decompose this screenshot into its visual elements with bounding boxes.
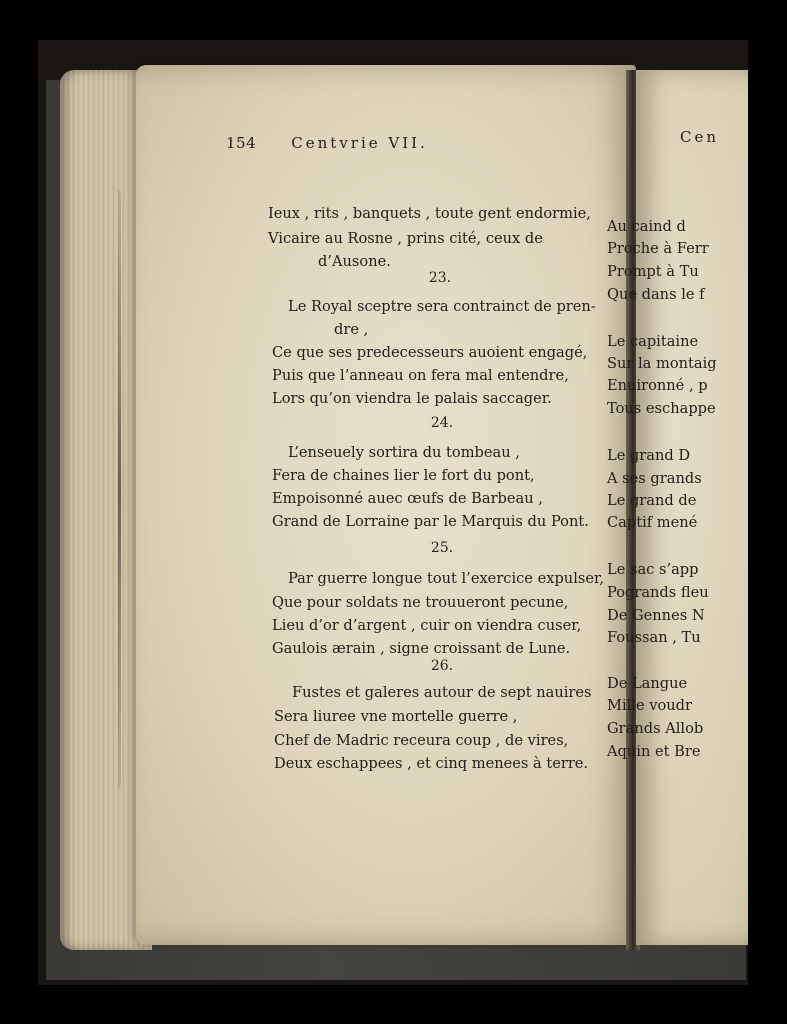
- right-verse-line: Tous eschappe: [607, 400, 716, 417]
- quatrain-number: 25.: [430, 540, 454, 556]
- right-verse-line: Le grand de: [607, 492, 697, 509]
- verse-line: Gaulois ærain , signe croissant de Lune.: [272, 640, 571, 657]
- right-verse-line: Proche à Ferr: [607, 240, 709, 257]
- right-verse-line: Aquin et Bre: [607, 743, 701, 760]
- right-verse-line: Pogrands fleu: [607, 584, 709, 601]
- quatrain-number: 24.: [430, 415, 454, 431]
- verse-line: Deux eschappees , et cinq menees à terre.: [274, 755, 589, 772]
- verse-line: Empoisonné auec œufs de Barbeau ,: [272, 490, 543, 507]
- verse-line: Vicaire au Rosne , prins cité, ceux de: [268, 230, 543, 247]
- verse-line: Le Royal sceptre sera contrainct de pren-: [288, 298, 596, 315]
- right-verse-line: Mille voudr: [607, 697, 692, 714]
- verse-line: Fustes et galeres autour de sept nauires: [292, 684, 592, 701]
- right-verse-line: Le sac s’app: [607, 561, 699, 578]
- verse-line: Grand de Lorraine par le Marquis du Pont.: [272, 513, 589, 530]
- page-number: 154: [226, 134, 257, 152]
- right-verse-line: Grands Allob: [607, 720, 704, 737]
- right-verse-line: Captif mené: [607, 514, 698, 531]
- quatrain-number: 23.: [428, 270, 452, 286]
- right-verse-line: A ses grands: [607, 470, 702, 487]
- right-verse-line: Sur la montaig: [607, 355, 717, 372]
- right-verse-line: Que dans le f: [607, 286, 705, 303]
- verse-line: Ieux , rits , banquets , toute gent endormie,: [268, 205, 591, 222]
- verse-line: dre ,: [334, 321, 369, 338]
- running-title: Centvrie VII.: [291, 134, 428, 152]
- right-verse-line: Le capitaine: [607, 333, 699, 350]
- verse-line: Par guerre longue tout l’exercice expulser,: [288, 570, 604, 587]
- right-running-title: Cen: [680, 128, 720, 146]
- right-verse-line: Prompt à Tu: [607, 263, 699, 280]
- verse-line: L’enseuely sortira du tombeau ,: [288, 444, 520, 461]
- verse-line: Chef de Madric receura coup , de vires,: [274, 732, 569, 749]
- right-verse-line: Au caind d: [607, 218, 686, 235]
- verse-line: d’Ausone.: [318, 253, 391, 270]
- right-verse-line: Le grand D: [607, 447, 691, 464]
- right-verse-line: Enuironné , p: [607, 377, 708, 394]
- verse-line: Sera liuree vne mortelle guerre ,: [274, 708, 518, 725]
- verse-line: Que pour soldats ne trouueront pecune,: [272, 594, 569, 611]
- right-verse-line: De Langue: [607, 675, 688, 692]
- right-verse-line: De Gennes N: [607, 607, 705, 624]
- verse-line: Lors qu’on viendra le palais saccager.: [272, 390, 552, 407]
- verse-line: Ce que ses predecesseurs auoient engagé,: [272, 344, 588, 361]
- quatrain-number: 26.: [430, 658, 454, 674]
- verse-line: Puis que l’anneau on fera mal entendre,: [272, 367, 569, 384]
- verse-line: Fera de chaines lier le fort du pont,: [272, 467, 535, 484]
- verse-line: Lieu d’or d’argent , cuir on viendra cuser,: [272, 617, 582, 634]
- right-verse-line: Foussan , Tu: [607, 629, 701, 646]
